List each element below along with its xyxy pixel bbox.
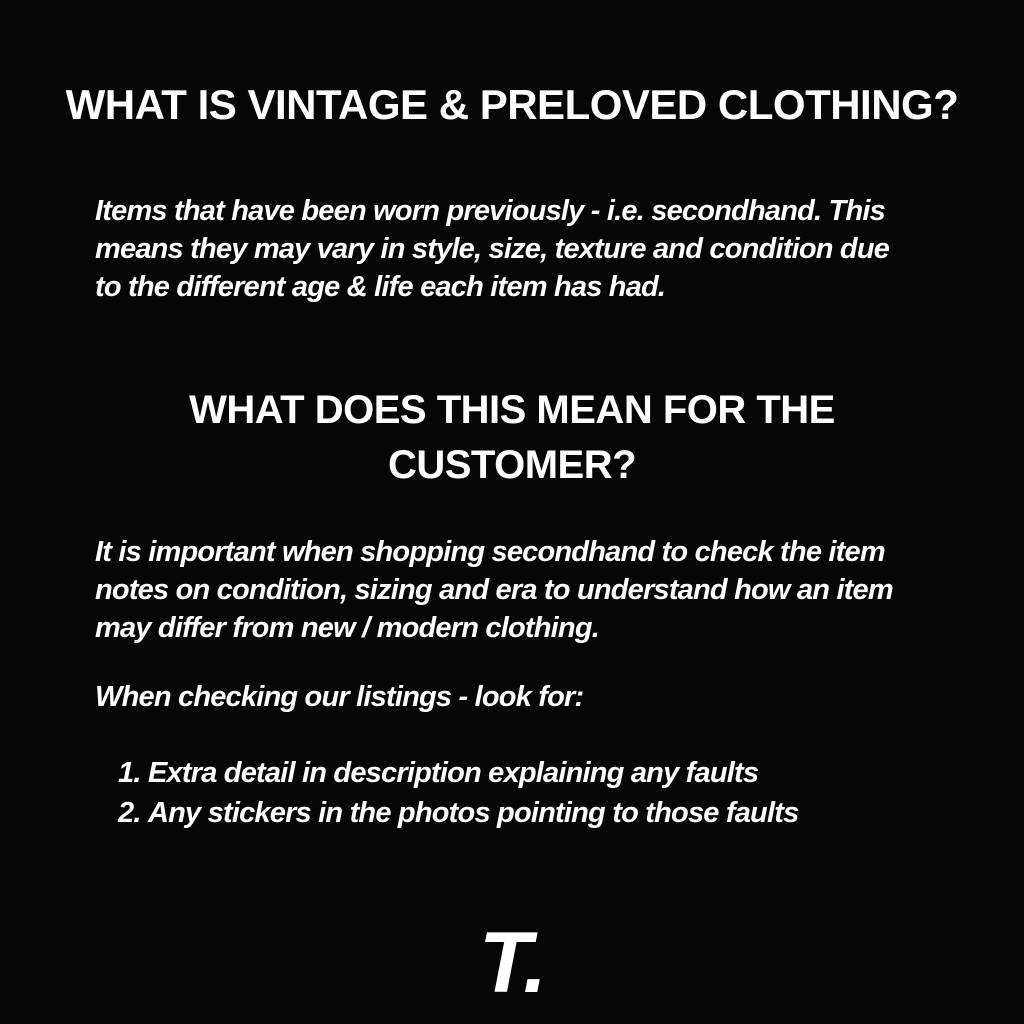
checklist-item-text: Extra detail in description explaining any faults (148, 757, 759, 789)
checklist-item (118, 753, 1024, 793)
section-body-paragraph (0, 533, 1024, 647)
listings-intro: When checking our listings - look for: (95, 681, 584, 713)
intro-line: to the different age & life each item has had. (95, 271, 666, 303)
intro-line: Items that have been worn previously - i.e. secondhand. This (95, 195, 885, 227)
checklist-item (118, 793, 1024, 833)
section-heading-line: WHAT DOES THIS MEAN FOR THE (189, 388, 835, 432)
section-heading (0, 383, 1024, 493)
brand-logo: T. (478, 915, 546, 1011)
checklist-item-text: Any stickers in the photos pointing to those faults (148, 797, 799, 829)
section-body-line: may differ from new / modern clothing. (95, 612, 600, 644)
checklist-item-number: 1. (118, 757, 141, 789)
section-body-line: It is important when shopping secondhand to check the item (95, 536, 885, 568)
checklist (0, 753, 1024, 833)
page-title: WHAT IS VINTAGE & PRELOVED CLOTHING? (65, 81, 959, 128)
section-heading-line: CUSTOMER? (387, 443, 637, 487)
intro-paragraph (0, 192, 1024, 306)
checklist-item-number: 2. (118, 797, 141, 829)
section-body-line: notes on condition, sizing and era to understand how an item (95, 574, 893, 606)
intro-line: means they may vary in style, size, texture and condition due (95, 233, 890, 265)
